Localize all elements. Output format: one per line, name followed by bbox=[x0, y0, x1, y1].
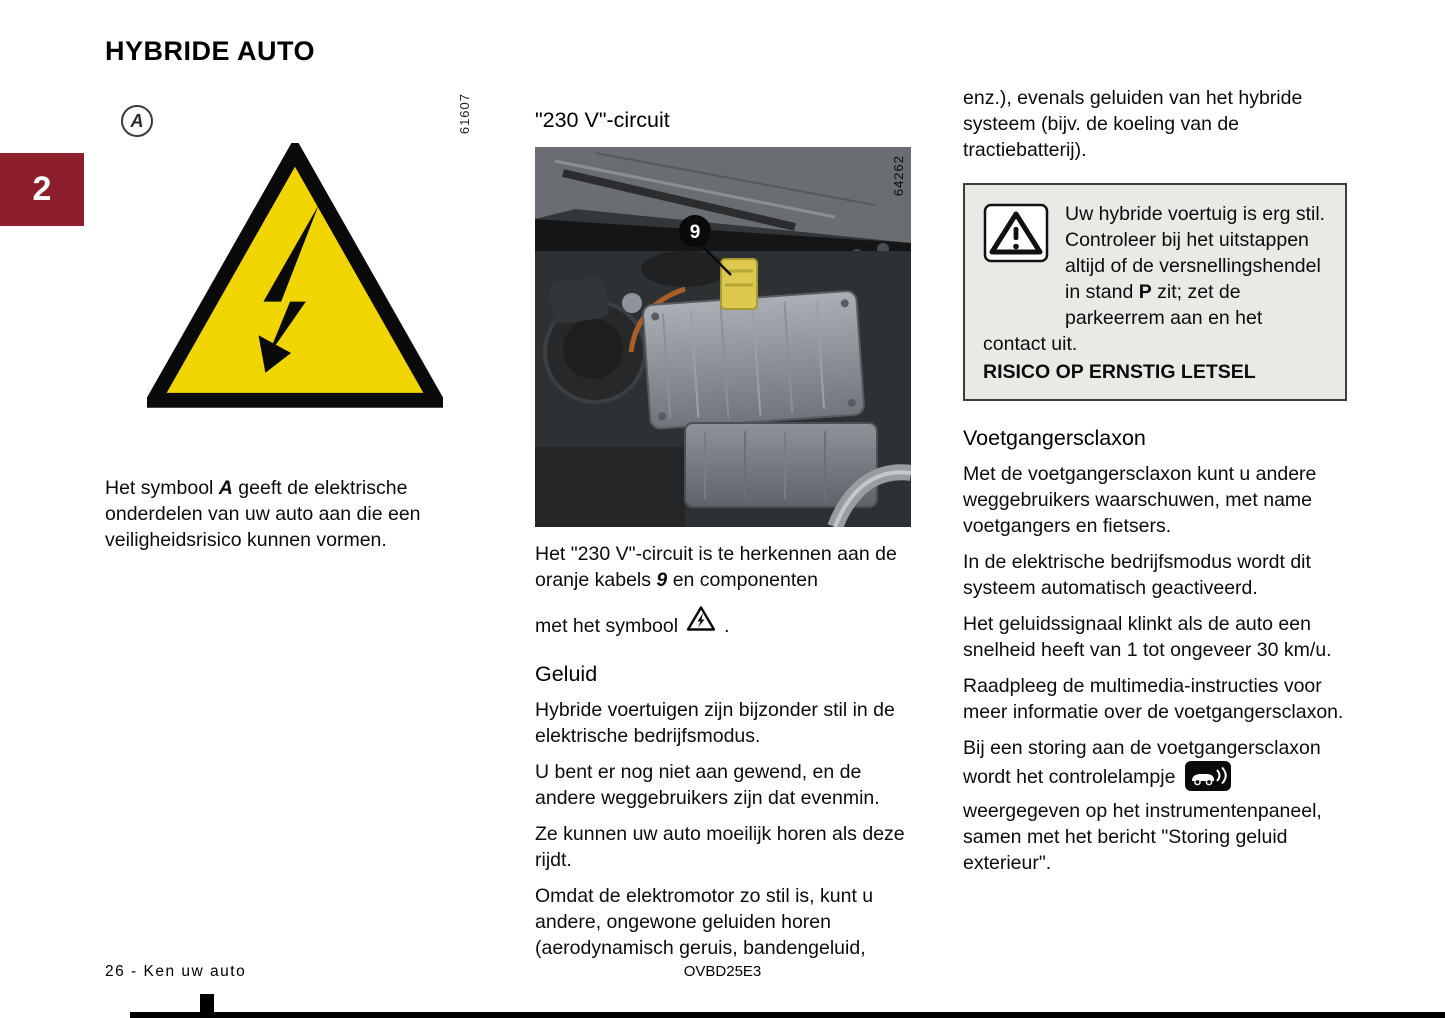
pedestrian-horn-indicator-icon bbox=[1185, 761, 1231, 798]
warning-box bbox=[963, 183, 1347, 401]
symbol-line-text: . bbox=[724, 615, 730, 637]
symbol-caption bbox=[105, 475, 470, 553]
callout-9-label: 9 bbox=[689, 222, 701, 243]
sound-heading: Geluid bbox=[535, 662, 598, 686]
caption-text: en componenten bbox=[667, 569, 818, 591]
paragraph: Raadpleeg de multimedia-instructies voor meer informatie over de voetgangersclaxon. bbox=[963, 675, 1344, 723]
footer-page-label: 26 - Ken uw auto bbox=[105, 963, 247, 980]
chapter-number: 2 bbox=[32, 170, 52, 208]
paragraph: Ze kunnen uw auto moeilijk horen als deze rijdt. bbox=[535, 823, 905, 871]
circuit-caption bbox=[535, 541, 911, 593]
caption-text: geeft de elektrische onderdelen van uw auto aan die een veiligheidsrisico kunnen vormen. bbox=[105, 477, 421, 551]
caption-text: Het symbool bbox=[105, 477, 219, 499]
symbol-line bbox=[535, 605, 911, 639]
warning-triangle-icon bbox=[983, 203, 1049, 268]
page-title: HYBRIDE AUTO bbox=[105, 36, 316, 66]
gear-position-p: P bbox=[1138, 281, 1152, 303]
fault-text: weergegeven op het instrumentenpaneel, samen met het bericht "Storing geluid exterieur". bbox=[963, 800, 1322, 874]
paragraph: enz.), evenals geluiden van het hybride systeem (bijv. de koeling van de tractiebatterij). bbox=[963, 87, 1303, 161]
circuit-heading: "230 V"-circuit bbox=[535, 108, 670, 132]
warning-text-part: zit; zet de parkeerrem aan en het contact uit. bbox=[983, 281, 1263, 355]
fault-text: Bij een storing aan de voetgangersclaxon wordt het controlelampje bbox=[963, 737, 1321, 788]
electric-symbol-section bbox=[105, 85, 470, 553]
engine-bay-photo bbox=[535, 147, 911, 527]
high-voltage-warning-triangle-icon bbox=[147, 143, 443, 409]
pedestrian-horn-heading: Voetgangersclaxon bbox=[963, 426, 1146, 450]
caption-text: Het "230 V"-circuit is te herkennen aan de oranje kabels bbox=[535, 543, 897, 591]
warning-text-part: Uw hybride voertuig is erg stil. Controleer bij het uitstappen altijd of de versnellingshendel in stand bbox=[1065, 203, 1326, 303]
caption-callout-9: 9 bbox=[656, 569, 668, 591]
paragraph: Omdat de elektromotor zo stil is, kunt u andere, ongewone geluiden horen (aerodynamisch geruis, bandengeluid, bbox=[535, 885, 874, 959]
fault-paragraph bbox=[963, 735, 1347, 876]
symbol-line-text: met het symbool bbox=[535, 615, 679, 637]
paragraph: U bent er nog niet aan gewend, en de andere weggebruikers zijn dat evenmin. bbox=[535, 761, 880, 809]
caption-symbol-a: A bbox=[218, 477, 233, 499]
chapter-tab bbox=[0, 153, 84, 226]
paragraph: Het geluidssignaal klinkt als de auto een snelheid heeft van 1 tot ongeveer 30 km/u. bbox=[963, 613, 1332, 661]
paragraph: Hybride voertuigen zijn bijzonder stil in de elektrische bedrijfsmodus. bbox=[535, 699, 895, 747]
paragraph: In de elektrische bedrijfsmodus wordt dit systeem automatisch geactiveerd. bbox=[963, 551, 1311, 599]
footer-document-code: OVBD25E3 bbox=[683, 963, 762, 980]
ecu-cover bbox=[642, 290, 864, 429]
marker-a-badge bbox=[121, 105, 153, 137]
figure-code-61607: 61607 bbox=[457, 93, 472, 135]
page-edge-bar bbox=[130, 1012, 1445, 1018]
figure-code-64262: 64262 bbox=[891, 155, 906, 197]
right-column bbox=[963, 85, 1347, 876]
circuit-section bbox=[535, 85, 911, 961]
small-hazard-triangle-icon bbox=[686, 605, 716, 639]
paragraph: Met de voetgangersclaxon kunt u andere weggebruikers waarschuwen, met name voetgangers en fietsers. bbox=[963, 463, 1317, 537]
marker-a-label: A bbox=[130, 110, 144, 131]
warning-symbol-figure bbox=[105, 85, 470, 475]
risk-statement: RISICO OP ERNSTIG LETSEL bbox=[983, 361, 1256, 383]
